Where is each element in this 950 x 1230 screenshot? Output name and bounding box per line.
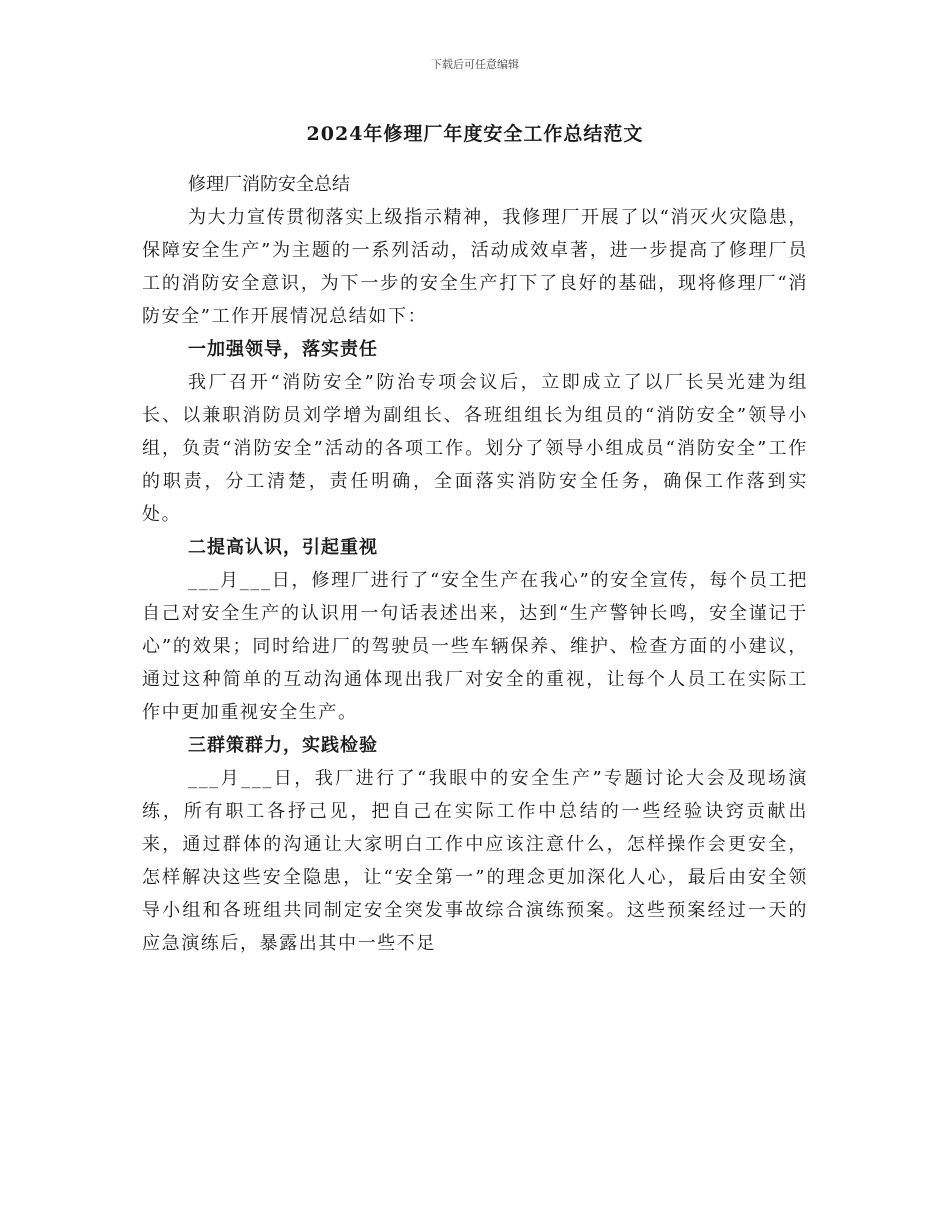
document-title: 2024年修理厂年度安全工作总结范文 xyxy=(306,123,644,145)
document-subtitle: 修理厂消防安全总结 xyxy=(188,174,350,195)
section-heading-1: 一加强领导，落实责任 xyxy=(188,339,378,360)
section-body-1: 我厂召开“消防安全”防治专项会议后，立即成立了以厂长吴光建为组长、以兼职消防员刘学增为副组长、各班组组长为组员的“消防安全”领导小组，负责“消防安全”活动的各项工作。划分了领导小组成员“消防安全”工作的职责，分工清楚，责任明确，全面落实消防安全任务，确保工作落到实处。 xyxy=(142,372,808,525)
section-body-2: ___月___日，修理厂进行了“安全生产在我心”的安全宣传，每个员工把自己对安全生产的认识用一句话表述出来，达到“生产警钟长鸣，安全谨记于心”的效果；同时给进厂的驾驶员一些车辆保养、维护、检查方面的小建议，通过这种简单的互动沟通体现出我厂对安全的重视，让每个人员工在实际工作中更加重视安全生产。 xyxy=(142,570,808,723)
intro-paragraph: 为大力宣传贯彻落实上级指示精神，我修理厂开展了以“消灭火灾隐患，保障安全生产”为主题的一系列活动，活动成效卓著，进一步提高了修理厂员工的消防安全意识，为下一步的安全生产打下了良好的基础，现将修理厂“消防安全”工作开展情况总结如下： xyxy=(142,207,808,327)
header-note: 下载后可任意编辑 xyxy=(431,58,519,71)
document-page xyxy=(142,118,808,960)
section-heading-3: 三群策群力，实践检验 xyxy=(188,735,378,756)
section-heading-2: 二提高认识，引起重视 xyxy=(188,537,378,558)
section-body-3: ___月___日，我厂进行了“我眼中的安全生产”专题讨论大会及现场演练，所有职工各抒己见，把自己在实际工作中总结的一些经验诀窍贡献出来，通过群体的沟通让大家明白工作中应该注意什么，怎样操作会更安全，怎样解决这些安全隐患，让“安全第一”的理念更加深化人心，最后由安全领导小组和各班组共同制定安全突发事故综合演练预案。这些预案经过一天的应急演练后，暴露出其中一些不足 xyxy=(142,768,808,954)
